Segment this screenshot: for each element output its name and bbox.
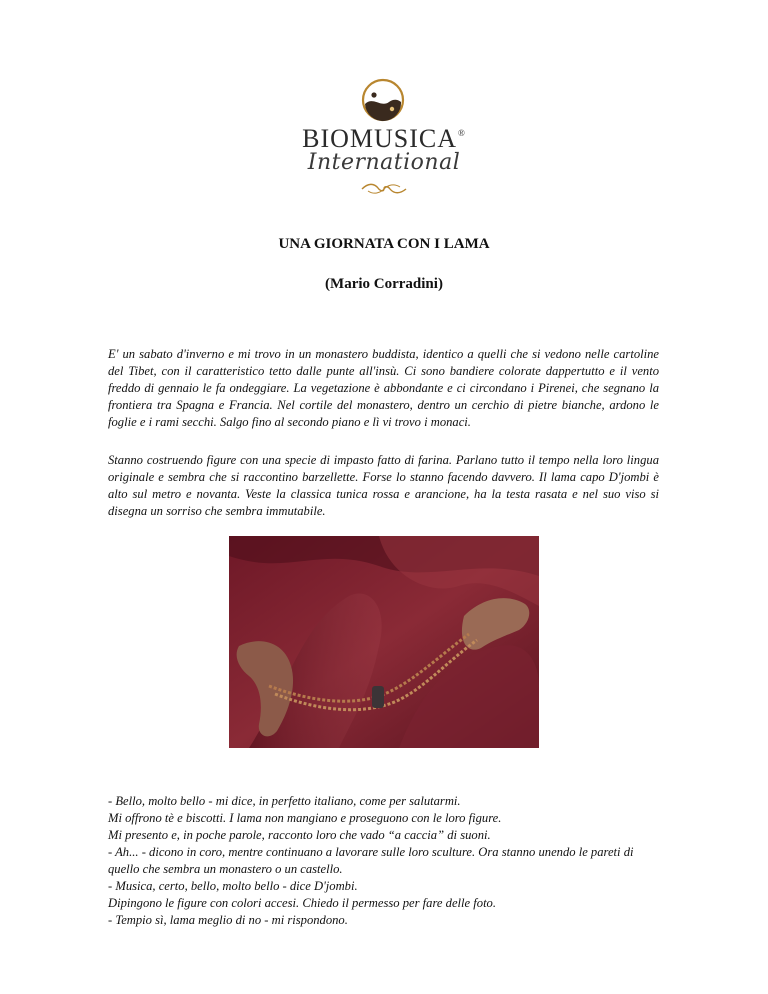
brand-subtitle: International — [307, 150, 461, 175]
paragraph-monks: Stanno costruendo figure con una specie di impasto fatto di farina. Parlano tutto il tempo nella loro lingua originale e sembra che si raccontino barzellette. Forse lo stanno facendo davvero. Il lama capo D'jombi è alto sul metro e novanta. Veste la classica tunica rossa e arancione, ha la testa rasata e nel suo viso si disegna un sorriso che sembra immutabile. — [108, 453, 659, 518]
dialogue-line: Mi presento e, in poche parole, racconto loro che vado “a caccia” di suoni. — [108, 828, 491, 842]
article-author: (Mario Corradini) — [325, 276, 443, 292]
article-title: UNA GIORNATA CON I LAMA — [278, 236, 490, 252]
dialogue-line: - Bello, molto bello - mi dice, in perfetto italiano, come per salutarmi. — [108, 794, 461, 808]
lama-hands-prayer-beads-photo — [229, 536, 539, 748]
dialogue-line: Dipingono le figure con colori accesi. Chiedo il permesso per fare delle foto. — [108, 896, 497, 910]
dialogue-line: - Ah... - dicono in coro, mentre continuano a lavorare sulle loro sculture. Ora stanno unendo le pareti di quello che sembra un monastero o un castello. — [108, 845, 634, 876]
flourish-ornament-icon — [360, 182, 408, 196]
yin-yang-logo-icon — [361, 78, 405, 122]
dialogue-line: - Musica, certo, bello, molto bello - dice D'jombi. — [108, 879, 358, 893]
dialogue-line: - Tempio sì, lama meglio di no - mi rispondono. — [108, 913, 348, 927]
dialogue-line: Mi offrono tè e biscotti. I lama non mangiano e proseguono con le loro figure. — [108, 811, 502, 825]
dialogue-block — [108, 793, 668, 929]
brand-name: BIOMUSICA® — [302, 124, 466, 153]
paragraph-intro: E' un sabato d'inverno e mi trovo in un monastero buddista, identico a quelli che si vedono nelle cartoline del Tibet, con il caratteristico tetto dalle punte all'insù. Ci sono bandiere colorate dappertutto e il vento freddo di gennaio le fa ondeggiare. La vegetazione è abbondante e ci circondano i Pirenei, che segnano la frontiera tra Spagna e Francia. Nel cortile del monastero, dentro un cerchio di pietre bianche, ardono le foglie e i rami secchi. Salgo fino al secondo piano e lì vi trovo i monaci. — [108, 347, 659, 429]
biomusica-logo — [0, 78, 768, 198]
